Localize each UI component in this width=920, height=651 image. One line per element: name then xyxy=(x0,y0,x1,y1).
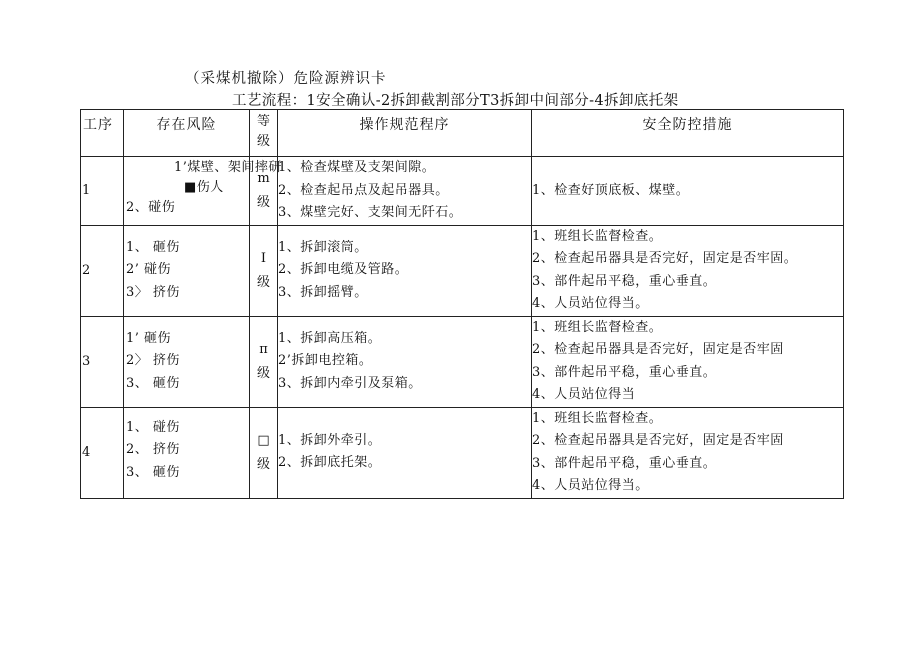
level-cell xyxy=(250,407,278,498)
procedure-item: 1、拆卸外牵引。 xyxy=(278,432,382,448)
risk-cell xyxy=(124,316,250,407)
measure-item: 1、班组长监督检查。 xyxy=(532,228,663,244)
level-unit: 级 xyxy=(256,365,270,381)
level-unit: 级 xyxy=(256,194,270,210)
procedure-item: 1、拆卸滚筒。 xyxy=(278,239,368,255)
risk-item: ■伤人 xyxy=(184,179,224,195)
measure-item: 4、人员站位得当 xyxy=(532,387,636,402)
header-procedure: 操作规范程序 xyxy=(278,110,532,157)
risk-item: 2、碰伤 xyxy=(126,200,176,215)
measure-item: 1、班组长监督检查。 xyxy=(532,319,663,335)
table-row xyxy=(81,157,844,226)
table-row xyxy=(81,225,844,316)
level-unit: 级 xyxy=(256,456,270,472)
measure-item: 1、检查好顶底板、煤壁。 xyxy=(532,182,690,198)
measure-item: 4、人员站位得当。 xyxy=(532,478,649,493)
procedure-item: 3、拆卸摇臂。 xyxy=(278,284,368,300)
step-cell: 1 xyxy=(81,157,124,226)
measures-cell xyxy=(532,407,844,498)
header-level-top: 等 xyxy=(256,114,270,129)
header-row xyxy=(81,110,844,157)
risk-cell xyxy=(124,407,250,498)
header-risk: 存在风险 xyxy=(124,110,250,157)
measure-item: 4、人员站位得当。 xyxy=(532,296,649,311)
procedure-cell xyxy=(278,407,532,498)
procedure-cell xyxy=(278,225,532,316)
header-step: 工序 xyxy=(81,110,124,157)
level-cell xyxy=(250,316,278,407)
step-cell: 2 xyxy=(81,225,124,316)
risk-item: 1、 碰伤 xyxy=(126,419,180,435)
header-level xyxy=(250,110,278,157)
step-cell: 3 xyxy=(81,316,124,407)
level-mark: π xyxy=(259,341,268,357)
step-cell: 4 xyxy=(81,407,124,498)
table-row xyxy=(81,407,844,498)
measure-item: 3、部件起吊平稳，重心垂直。 xyxy=(532,364,717,380)
level-unit: 级 xyxy=(256,274,270,290)
hazard-table xyxy=(80,109,844,499)
level-mark: I xyxy=(260,250,267,266)
procedure-item: 2、拆卸底托架。 xyxy=(278,455,382,470)
level-mark: □ xyxy=(257,432,270,448)
header-measures: 安全防控措施 xyxy=(532,110,844,157)
table-row xyxy=(81,316,844,407)
risk-cell xyxy=(124,157,282,226)
level-cell xyxy=(250,225,278,316)
header-level-bottom: 级 xyxy=(256,134,270,149)
risk-item: 2〉 挤伤 xyxy=(126,353,180,368)
procedure-item: 2、检查起吊点及起吊器具。 xyxy=(278,182,449,198)
measure-item: 2、检查起吊器具是否完好，固定是否牢固。 xyxy=(532,251,798,266)
risk-cell xyxy=(124,225,250,316)
card-title: （采煤机撤除）危险源辨识卡 xyxy=(185,71,387,87)
procedure-item: 1、检查煤壁及支架间隙。 xyxy=(278,160,436,175)
process-flow: 工艺流程：1安全确认-2拆卸截割部分T3拆卸中间部分-4拆卸底托架 xyxy=(232,93,679,109)
procedure-item: 3、煤壁完好、支架间无阡石。 xyxy=(278,205,463,220)
procedure-item: 1、拆卸高压箱。 xyxy=(278,330,382,346)
risk-item: 1’ 砸伤 xyxy=(126,330,172,346)
risk-item: 1、 砸伤 xyxy=(126,239,180,255)
measure-item: 2、检查起吊器具是否完好，固定是否牢固 xyxy=(532,342,784,357)
measures-cell xyxy=(532,225,844,316)
risk-item: 3、 砸伤 xyxy=(126,464,180,480)
procedure-cell xyxy=(278,316,532,407)
procedure-item: 2’拆卸电控箱。 xyxy=(278,353,373,368)
measure-item: 3、部件起吊平稳，重心垂直。 xyxy=(532,273,717,289)
risk-item: 3〉 挤伤 xyxy=(126,284,180,300)
level-mark: m xyxy=(257,170,270,186)
measure-item: 3、部件起吊平稳，重心垂直。 xyxy=(532,455,717,471)
risk-item: 1’煤壁、架间摔研 xyxy=(174,160,282,175)
procedure-item: 3、拆卸内牵引及泵箱。 xyxy=(278,375,422,391)
measure-item: 1、班组长监督检查。 xyxy=(532,410,663,426)
procedure-item: 2、拆卸电缆及管路。 xyxy=(278,262,409,277)
measures-cell xyxy=(532,157,844,226)
risk-item: 2、 挤伤 xyxy=(126,442,180,457)
risk-item: 2’ 碰伤 xyxy=(126,262,172,277)
procedure-cell xyxy=(278,157,532,226)
measures-cell xyxy=(532,316,844,407)
risk-item: 3、 砸伤 xyxy=(126,375,180,391)
measure-item: 2、检查起吊器具是否完好，固定是否牢固 xyxy=(532,433,784,448)
